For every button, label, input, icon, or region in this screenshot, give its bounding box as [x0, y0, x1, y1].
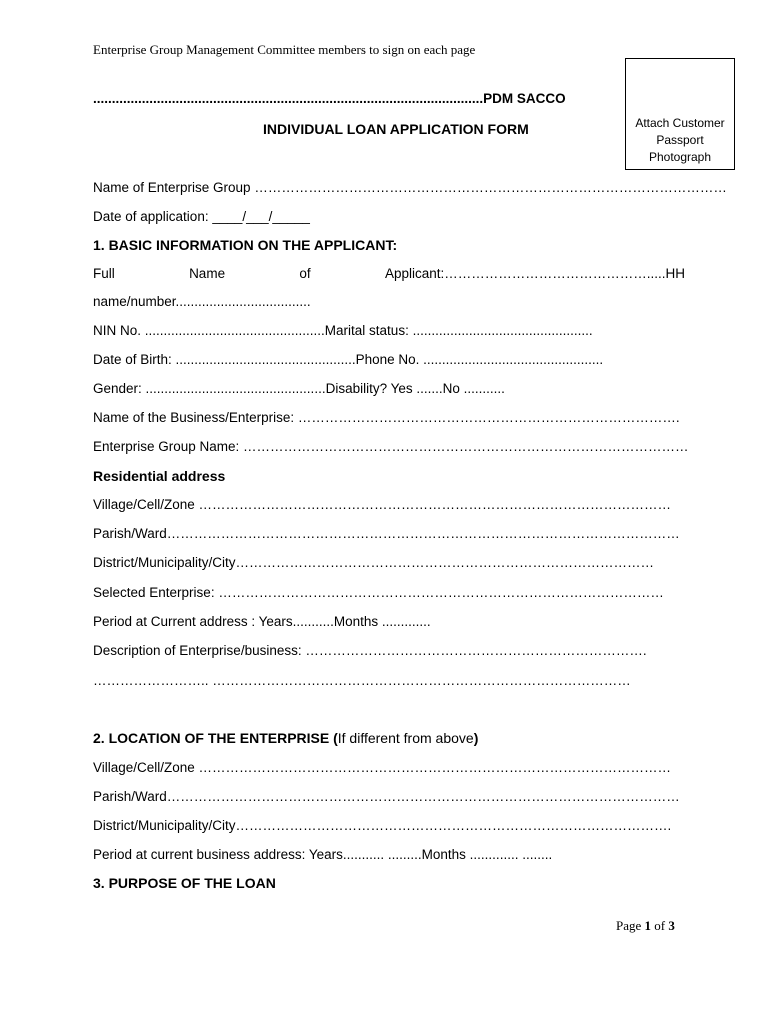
section-2-heading-close: ): [473, 730, 479, 746]
enterprise-description-field: Description of Enterprise/business: ………………………………………………………………….: [93, 643, 647, 658]
page-number: [616, 918, 675, 934]
header-note: Enterprise Group Management Committee members to sign on each page: [93, 42, 476, 57]
section-2-heading-bold: 2. LOCATION OF THE ENTERPRISE (: [93, 730, 338, 746]
full-name-word-1: Full: [93, 266, 115, 281]
residential-address-heading: Residential address: [93, 468, 226, 484]
residential-period-field: Period at Current address : Years...........Months .............: [93, 614, 431, 629]
form-title: INDIVIDUAL LOAN APPLICATION FORM: [263, 121, 529, 137]
hh-number-field: name/number....................................: [93, 294, 311, 309]
gender-disability-field: Gender: ................................................Disability? Yes .......No ...........: [93, 381, 505, 396]
section-3-heading: 3. PURPOSE OF THE LOAN: [93, 875, 276, 891]
full-name-word-2: Name: [189, 266, 226, 281]
page-total: 3: [668, 918, 675, 933]
full-name-row: [93, 266, 685, 281]
residential-parish-field: Parish/Ward……………………………………………………………………………………………………: [93, 526, 680, 541]
sacco-title: ........................................................................................................PDM SACCO: [93, 91, 566, 106]
enterprise-district-field: District/Municipality/City…………………………………………………………………………………….: [93, 818, 672, 833]
enterprise-group-field: Name of Enterprise Group ……………………………………………………………………………………………: [93, 180, 727, 195]
full-name-word-3: of: [299, 266, 311, 281]
dob-phone-field: Date of Birth: ................................................Phone No. ................................................: [93, 352, 604, 367]
full-name-word-4: Applicant:……………………………………….....HH: [384, 266, 685, 281]
residential-district-field: District/Municipality/City…………………………………………………………………………………: [93, 555, 655, 570]
section-2-heading-note: If different from above: [337, 730, 474, 746]
page-current: 1: [644, 918, 652, 933]
photo-box-line-1: Attach Customer: [635, 116, 725, 130]
business-name-field: Name of the Business/Enterprise: ………………………………………………………………………….: [93, 410, 680, 425]
enterprise-village-field: Village/Cell/Zone ……………………………………………………………………………………………: [93, 760, 672, 775]
enterprise-period-field: Period at current business address: Years........... .........Months ............. ........: [93, 847, 553, 862]
photo-box-label: [626, 115, 734, 166]
nin-marital-field: NIN No. ................................................Marital status: ................................................: [93, 323, 593, 338]
enterprise-parish-field: Parish/Ward……………………………………………………………………………………………………: [93, 789, 680, 804]
page-prefix: Page: [616, 918, 645, 933]
section-1-heading: 1. BASIC INFORMATION ON THE APPLICANT:: [93, 237, 398, 253]
selected-enterprise-field: Selected Enterprise: ………………………………………………………………………………………: [93, 585, 664, 600]
photo-box-line-3: Photograph: [648, 150, 712, 164]
photo-box-line-2: Passport: [656, 133, 704, 147]
enterprise-description-continuation: …………………….. …………………………………………………………………………………: [93, 673, 631, 688]
enterprise-group-name-field: Enterprise Group Name: ………………………………………………………………………………………: [93, 439, 689, 454]
page-of: of: [651, 918, 669, 933]
residential-village-field: Village/Cell/Zone ……………………………………………………………………………………………: [93, 497, 672, 512]
passport-photo-box: [625, 58, 735, 170]
date-of-application-field: Date of application: ____/___/_____: [93, 209, 310, 224]
section-2-heading: [93, 730, 478, 746]
